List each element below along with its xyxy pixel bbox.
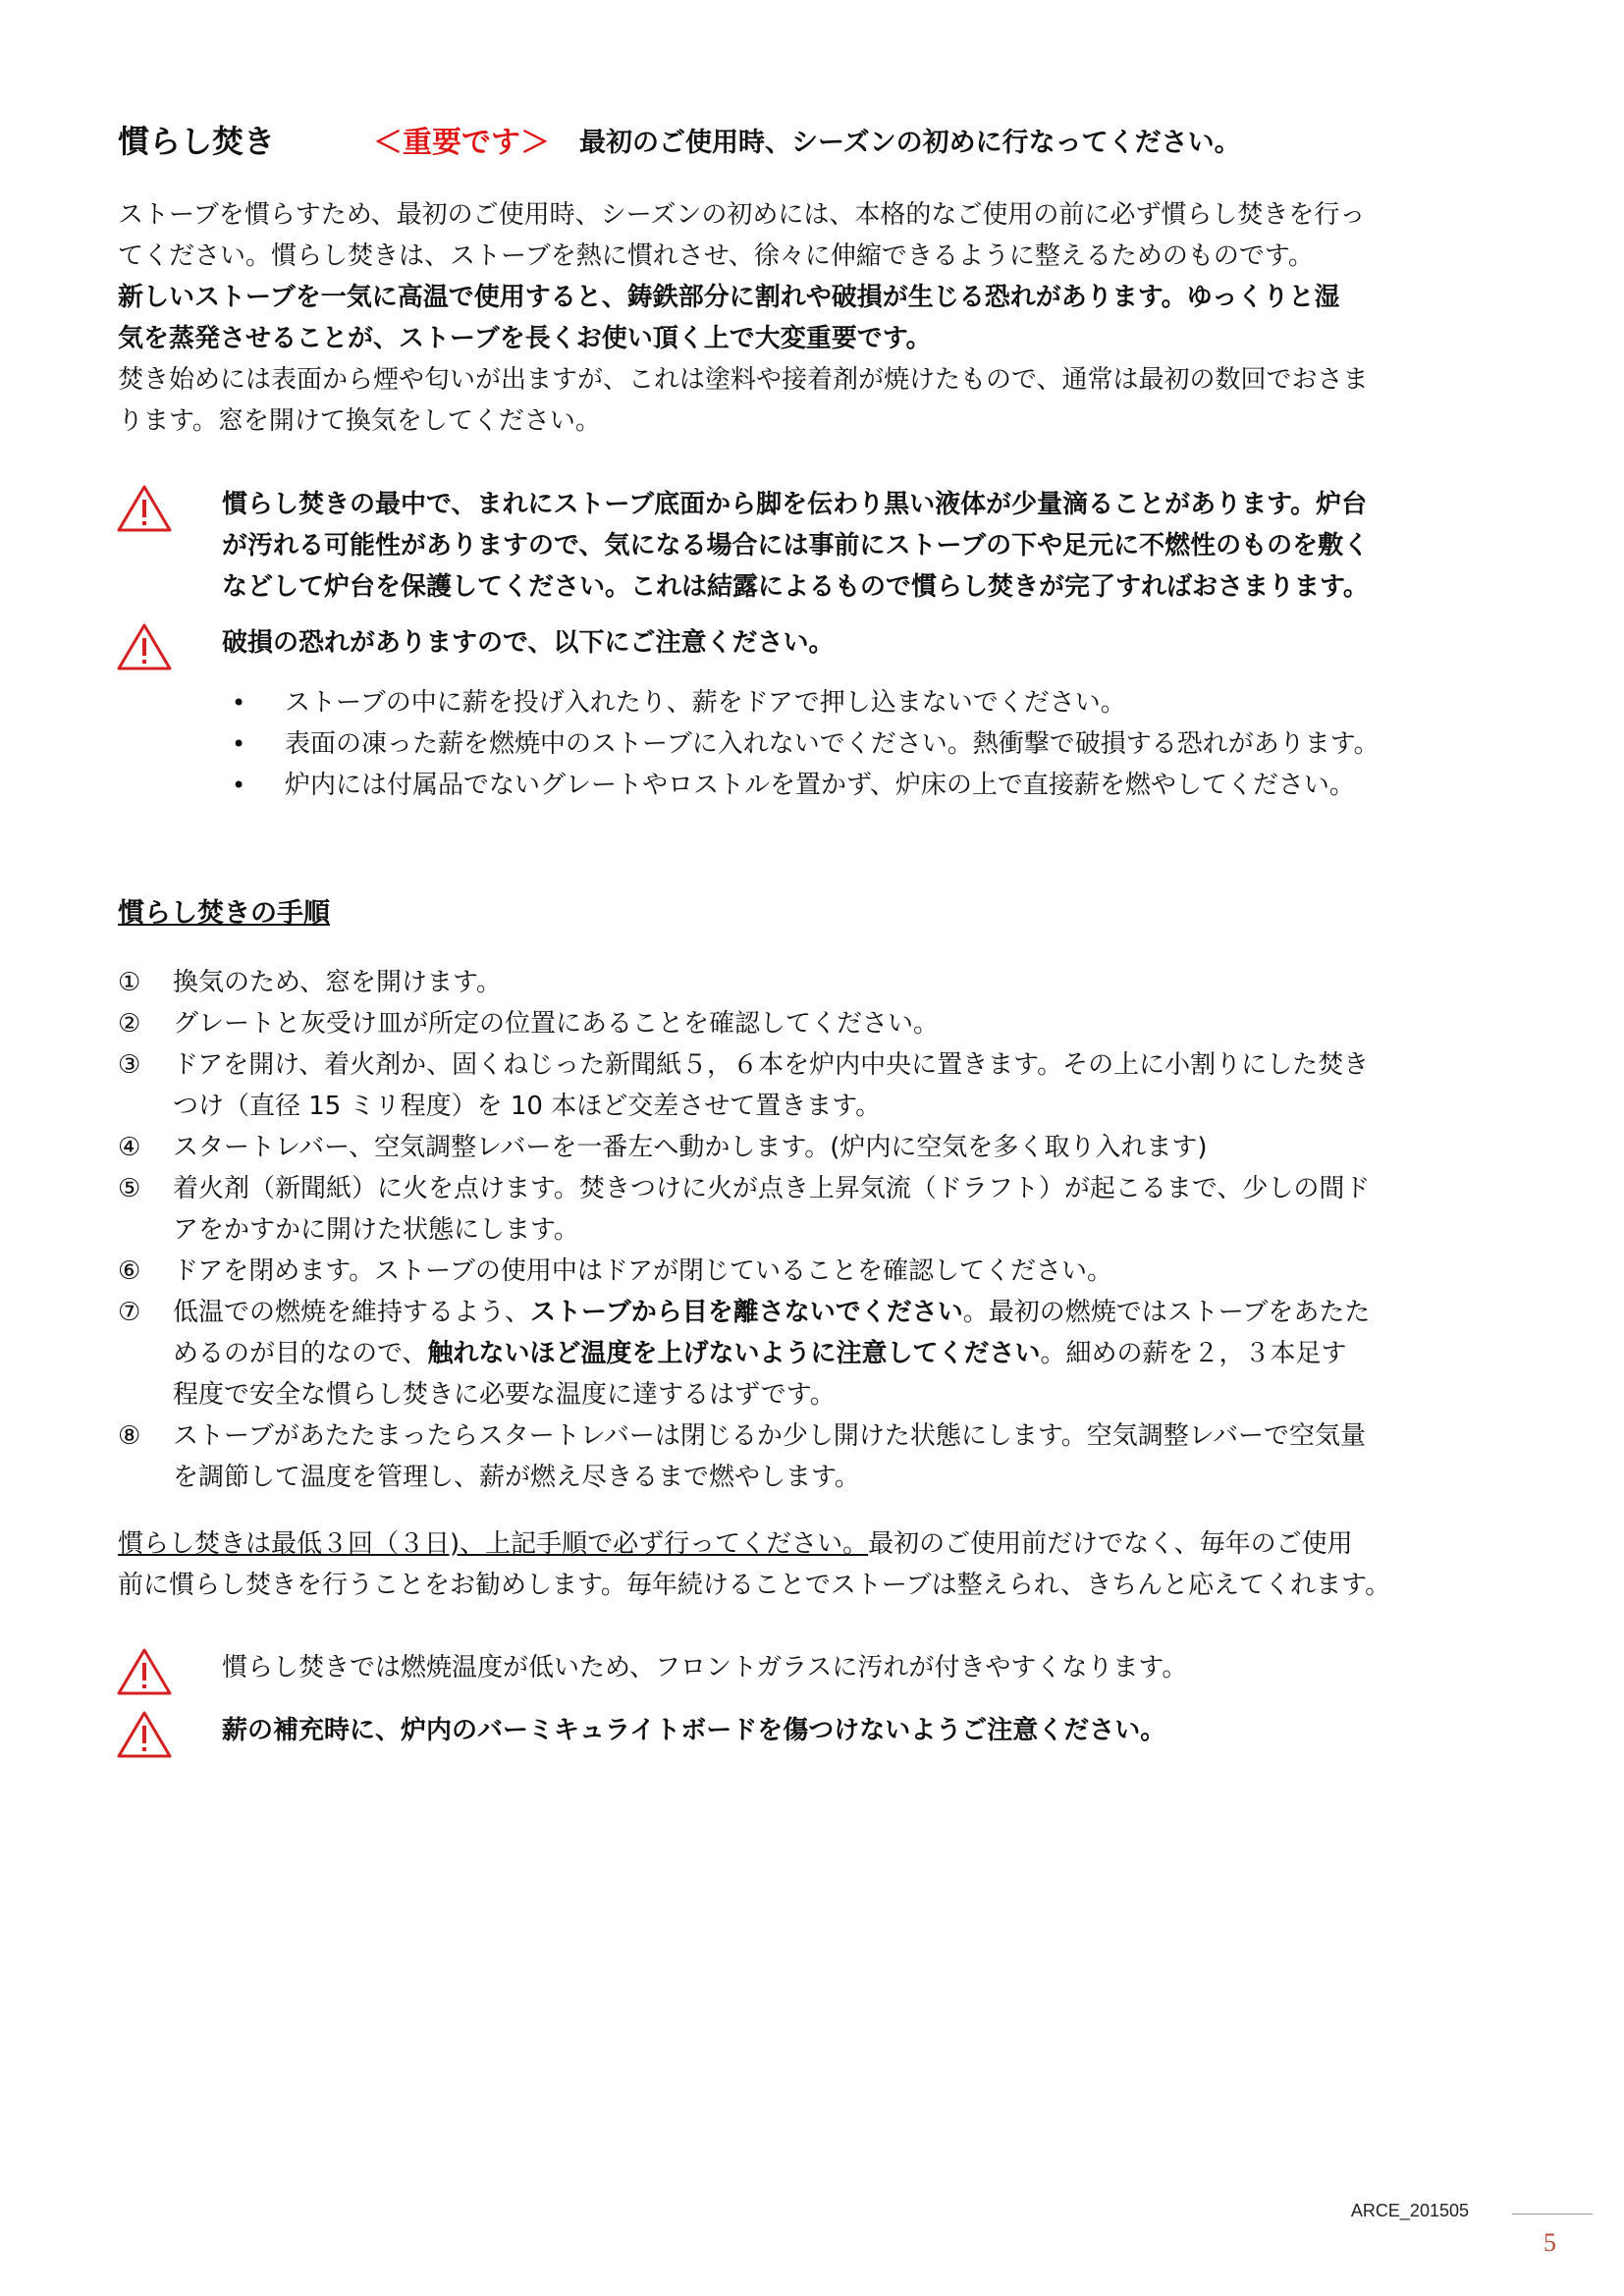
warning-triangle-icon (116, 1710, 173, 1759)
warning-triangle-icon (116, 622, 173, 671)
warning-text (222, 484, 1369, 608)
intro-line: ります。窓を開けて換気をしてください。 (118, 406, 601, 436)
step-item (118, 1127, 1522, 1168)
underlined-text: 慣らし焚きは最低３回（３日)、上記手順で必ず行ってください。 (118, 1529, 869, 1559)
step-item (118, 1251, 1522, 1292)
step-line: グレートと灰受け皿が所定の位置にあることを確認してください。 (173, 1009, 940, 1039)
warning-glass-soiling (116, 1647, 1530, 1696)
step-text (173, 1168, 1522, 1251)
warning-line: が汚れる可能性がありますので、気になる場合には事前にストーブの下や足元に不燃性のものを敷く (222, 531, 1370, 561)
list-item: • 表面の凍った薪を燃焼中のストーブに入れないでください。熱衝撃で破損する恐れがあります。 (224, 723, 1530, 765)
important-label: ＜重要です＞ (373, 126, 550, 160)
heading-note: 最初のご使用時、シーズンの初めに行なってください。 (579, 127, 1241, 158)
document-code: ARCE_201505 (1350, 2201, 1469, 2220)
warning-triangle-icon (116, 1647, 173, 1696)
emphasis-text: ストーブから目を離さないでください (530, 1298, 963, 1327)
step-line: を調節して温度を管理し、薪が燃え尽きるまで燃やします。 (173, 1463, 860, 1492)
damage-bullet-list (224, 682, 1530, 806)
step-item (118, 1292, 1522, 1415)
step-number: ① (118, 968, 141, 997)
step-text (173, 1127, 1522, 1168)
step-line: ドアを開け、着火剤か、固くねじった新聞紙５，６本を炉内中央に置きます。その上に小割りにした焚き (173, 1050, 1370, 1080)
step-line: スタートレバー、空気調整レバーを一番左へ動かします。(炉内に空気を多く取り入れます) (173, 1133, 1208, 1162)
step-text (173, 962, 1522, 1003)
emphasis-text: 触れないほど温度を上げないように注意してください (427, 1339, 1041, 1368)
step-text (173, 1415, 1522, 1498)
page-number: 5 (1543, 2228, 1556, 2257)
intro-bold-line: 気を蒸発させることが、ストーブを長くお使い頂く上で大変重要です。 (118, 324, 932, 353)
step-item (118, 1168, 1522, 1251)
intro-line: ストーブを慣らすため、最初のご使用時、シーズンの初めには、本格的なご使用の前に必ず慣らし焚きを行っ (118, 200, 1366, 230)
step-item (118, 1003, 1522, 1044)
step-line: 着火剤（新聞紙）に火を点けます。焚きつけに火が点き上昇気流（ドラフト）が起こるまで、少しの間ド (173, 1174, 1371, 1203)
footer-divider (1512, 2214, 1593, 2215)
step-text (173, 1044, 1522, 1127)
step-number: ⑤ (118, 1174, 141, 1203)
recommendation-line: 慣らし焚きは最低３回（３日)、上記手順で必ず行ってください。最初のご使用前だけでなく、毎年のご使用 (118, 1529, 1353, 1559)
section-heading (118, 116, 1522, 163)
warning-vermiculite (116, 1710, 1530, 1759)
step-number: ⑦ (118, 1298, 141, 1327)
intro-bold-line: 新しいストーブを一気に高温で使用すると、鋳鉄部分に割れや破損が生じる恐れがあります。ゆっくりと湿 (118, 283, 1340, 312)
step-item (118, 962, 1522, 1003)
step-item (118, 1044, 1522, 1127)
warning-line: 慣らし焚きの最中で、まれにストーブ底面から脚を伝わり黒い液体が少量滴ることがあります。炉台 (222, 490, 1368, 519)
step-text (173, 1251, 1522, 1292)
step-text (173, 1292, 1522, 1415)
step-line: 換気のため、窓を開けます。 (173, 968, 502, 997)
step-number: ⑥ (118, 1256, 141, 1286)
warning-text: 慣らし焚きでは燃焼温度が低いため、フロントガラスに汚れが付きやすくなります。 (222, 1653, 1188, 1682)
warning-condensation (116, 484, 1530, 608)
warning-triangle-icon (116, 484, 173, 533)
step-number: ② (118, 1009, 141, 1039)
warning-text: 破損の恐れがありますので、以下にご注意ください。 (222, 628, 835, 658)
intro-line: 焚き始めには表面から煙や匂いが出ますが、これは塗料や接着剤が焼けたもので、通常は最初の数回でおさま (118, 365, 1369, 395)
recommendation-line: 前に慣らし焚きを行うことをお勧めします。毎年続けることでストーブは整えられ、きちんと応えてくれます。 (118, 1571, 1391, 1600)
intro-line: てください。慣らし焚きは、ストーブを熱に慣れさせ、徐々に伸縮できるように整えるためのものです。 (118, 241, 1314, 271)
procedure-steps (118, 962, 1522, 1498)
step-number: ⑧ (118, 1421, 141, 1451)
warning-damage (116, 622, 1530, 671)
step-line: 程度で安全な慣らし焚きに必要な温度に達するはずです。 (173, 1380, 836, 1410)
page-title: 慣らし焚き (118, 123, 276, 160)
step-number: ③ (118, 1050, 141, 1080)
list-item: • ストーブの中に薪を投げ入れたり、薪をドアで押し込まないでください。 (224, 682, 1530, 723)
step-text (173, 1003, 1522, 1044)
intro-paragraph (118, 194, 1512, 442)
step-item (118, 1415, 1522, 1498)
list-item: • 炉内には付属品でないグレートやロストルを置かず、炉床の上で直接薪を燃やしてください。 (224, 765, 1530, 806)
step-line: ストーブがあたたまったらスタートレバーは閉じるか少し開けた状態にします。空気調整レバーで空気量 (173, 1421, 1366, 1451)
warning-text: 薪の補充時に、炉内のバーミキュライトボードを傷つけないようご注意ください。 (222, 1716, 1166, 1745)
step-line: つけ（直径 15 ミリ程度）を 10 本ほど交差させて置きます。 (173, 1092, 882, 1121)
step-line: ドアを閉めます。ストーブの使用中はドアが閉じていることを確認してください。 (173, 1256, 1113, 1286)
warning-line: などして炉台を保護してください。これは結露によるもので慣らし焚きが完了すればおさまります。 (222, 572, 1369, 602)
procedure-title: 慣らし焚きの手順 (118, 898, 330, 929)
recommendation-paragraph (118, 1523, 1512, 1606)
step-line: めるのが目的なので、触れないほど温度を上げないように注意してください。細めの薪を２，３本足す (173, 1339, 1347, 1368)
step-line: アをかすかに開けた状態にします。 (173, 1215, 579, 1245)
step-number: ④ (118, 1133, 141, 1162)
step-line: 低温での燃焼を維持するよう、ストーブから目を離さないでください。最初の燃焼ではストーブをあたた (173, 1298, 1371, 1327)
